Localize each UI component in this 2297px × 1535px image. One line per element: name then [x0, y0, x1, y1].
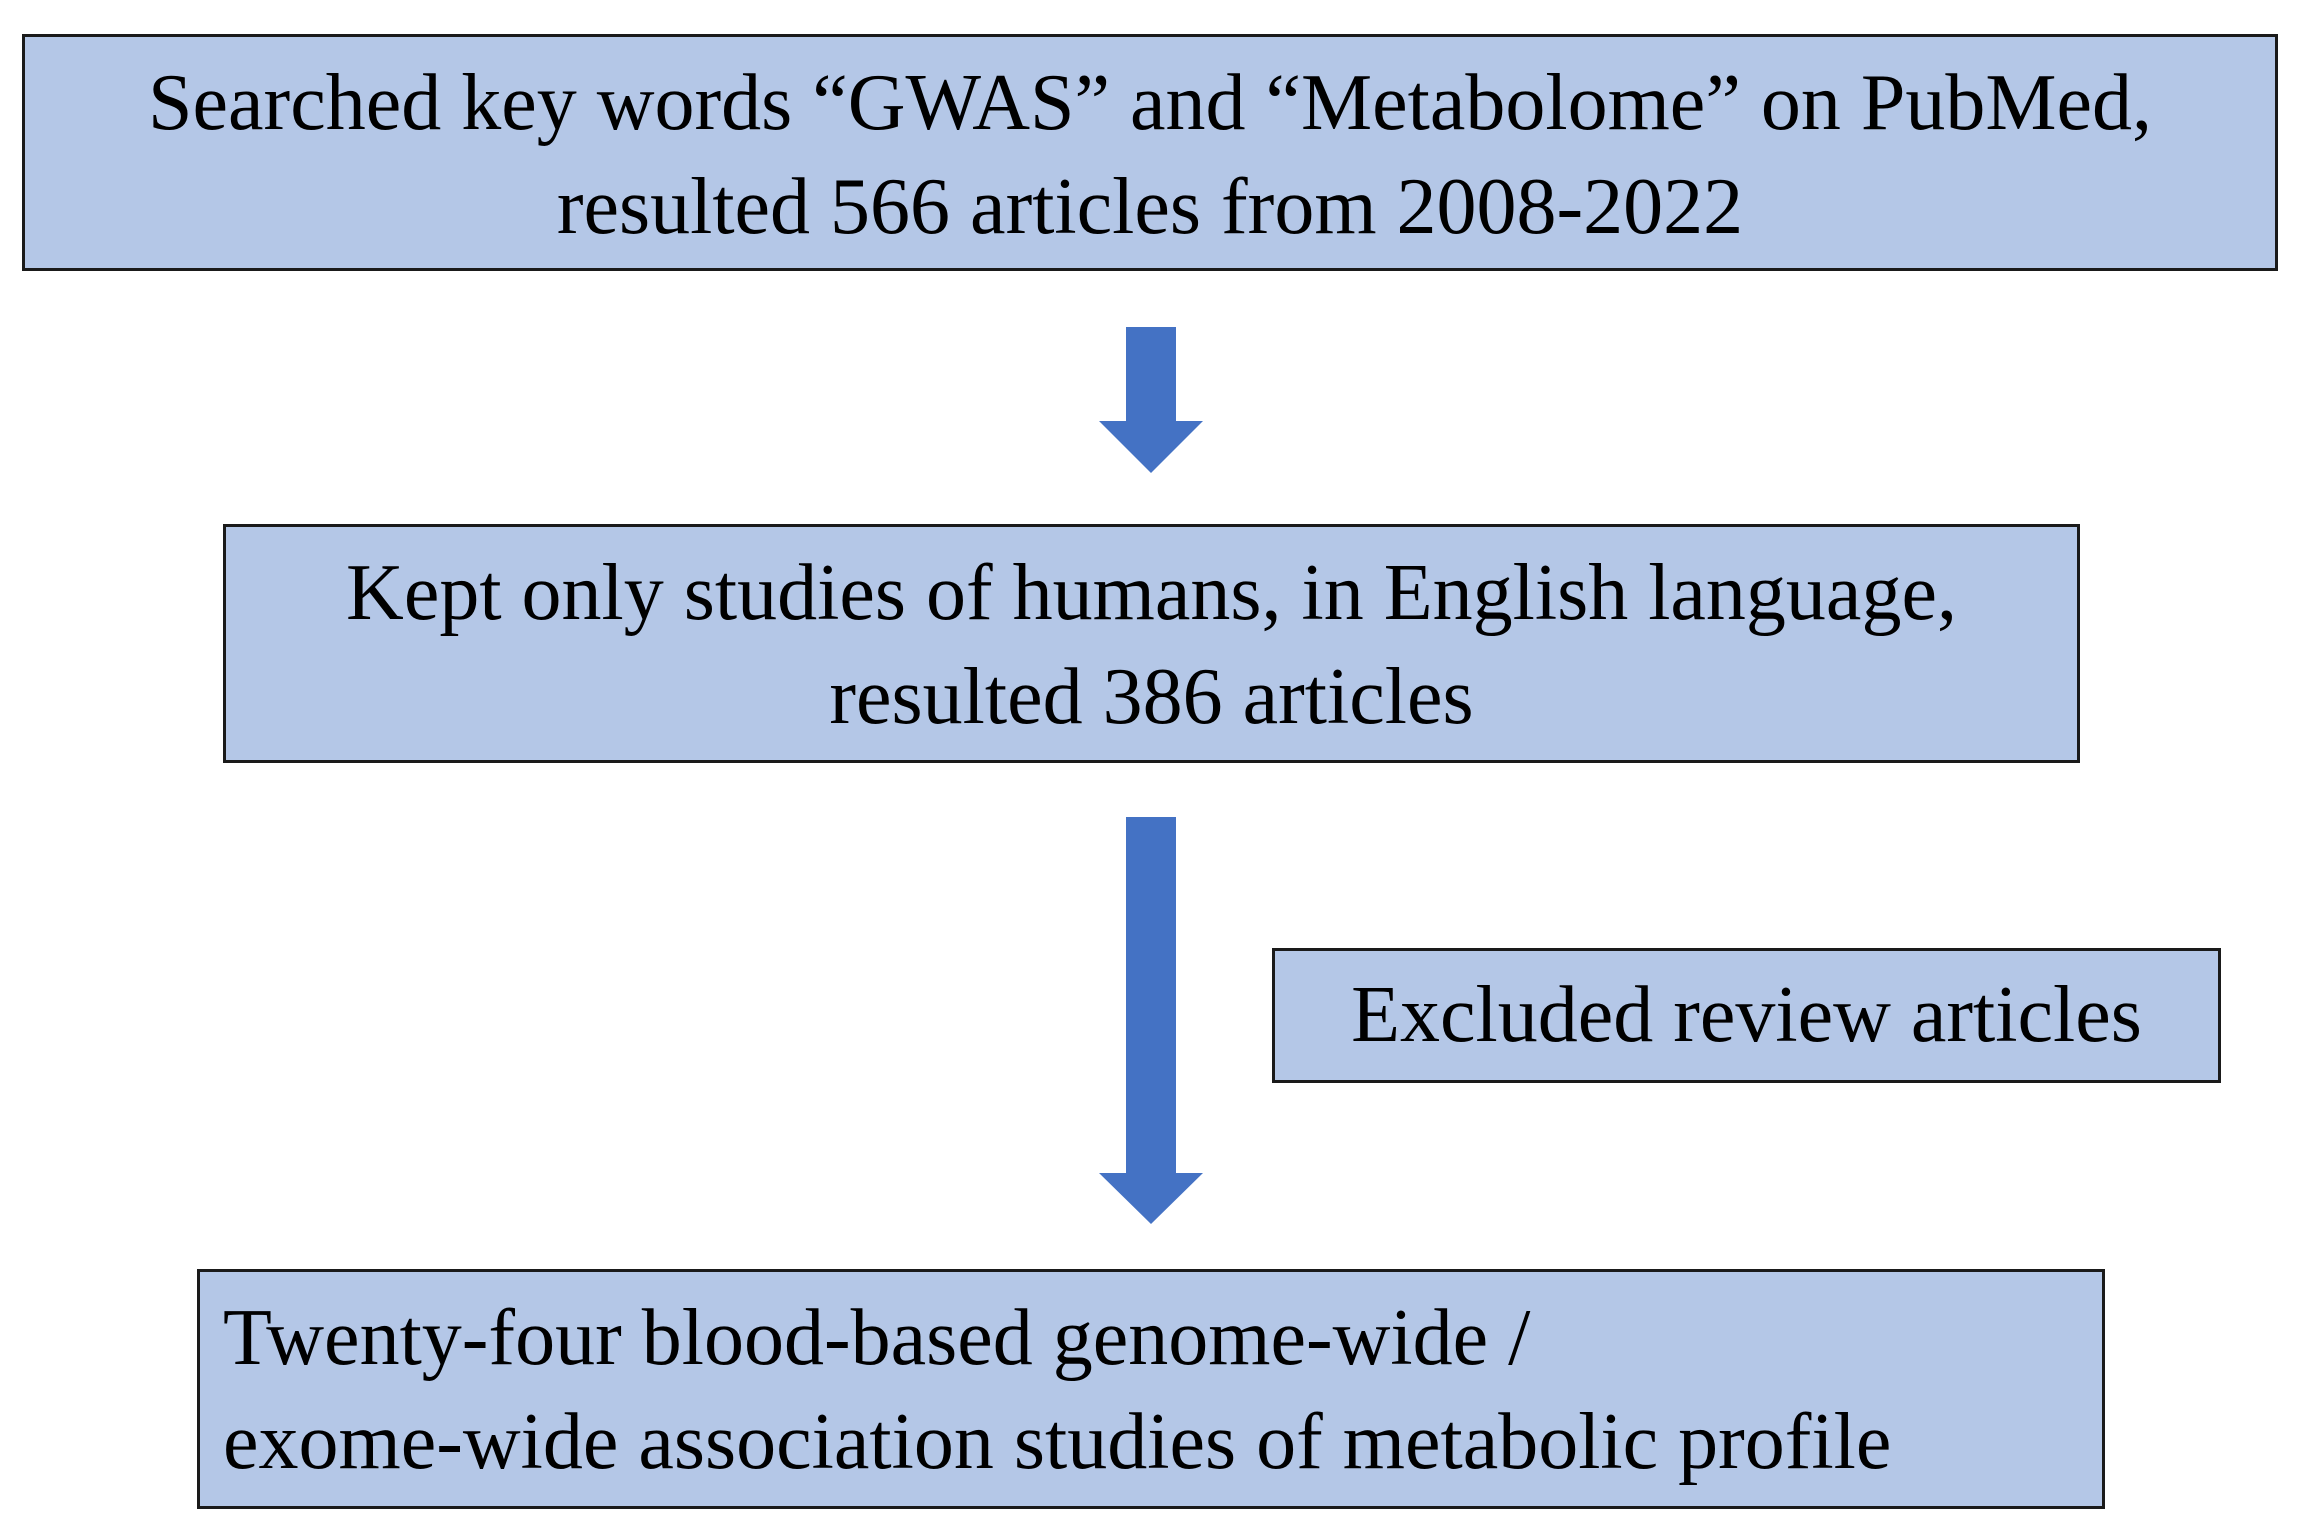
- result-box: [197, 1269, 2105, 1509]
- step-search-line-2: resulted 566 articles from 2008-2022: [556, 163, 1744, 251]
- step-filter-box: [223, 524, 2080, 763]
- down-arrow-2: [1099, 817, 1203, 1224]
- step-filter-line-2: resulted 386 articles: [829, 653, 1474, 741]
- step-search-box: [22, 34, 2278, 271]
- step-search-line-1: Searched key words “GWAS” and “Metabolome” on PubMed,: [148, 59, 2152, 147]
- exclusion-box: [1272, 948, 2221, 1083]
- step-filter-line-1: Kept only studies of humans, in English language,: [346, 549, 1957, 637]
- result-line-1: Twenty-four blood-based genome-wide /: [223, 1294, 1531, 1382]
- down-arrow-1: [1099, 327, 1203, 473]
- result-line-2: exome-wide association studies of metabolic profile: [223, 1398, 1892, 1486]
- exclusion-label: Excluded review articles: [1351, 971, 2142, 1059]
